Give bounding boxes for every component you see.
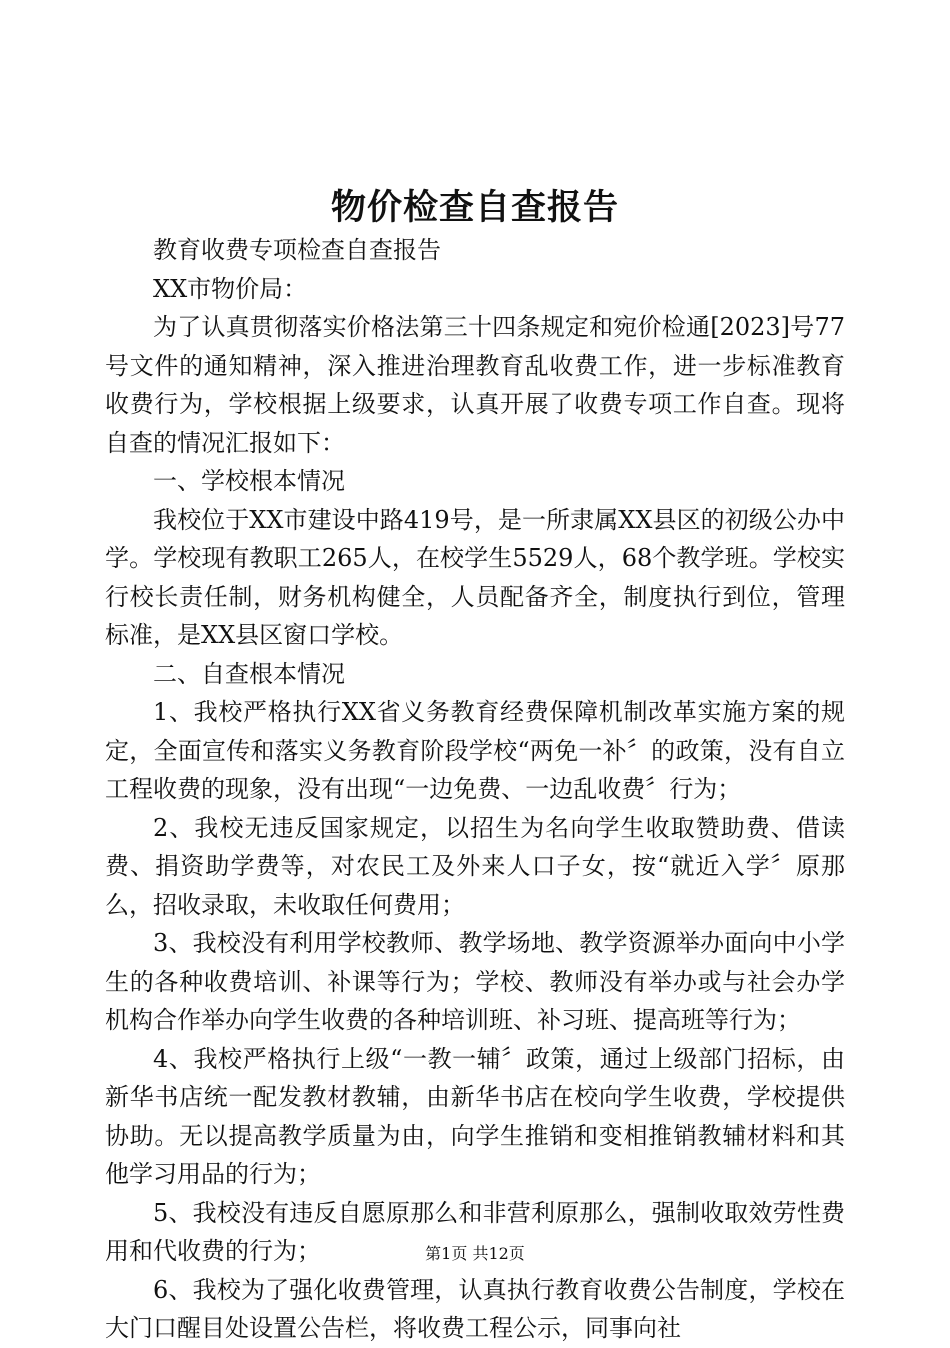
document-body: [105, 231, 845, 1348]
paragraph-item-3: 3、我校没有利用学校教师、教学场地、教学资源举办面向中小学生的各种收费培训、补课等行为；学校、教师没有举办或与社会办学机构合作举办向学生收费的各种培训班、补习班、提高班等行为；: [105, 929, 845, 1034]
paragraph-item-1: 1、我校严格执行XX省义务教育经费保障机制改革实施方案的规定，全面宣传和落实义务教育阶段学校“两免一补〞的政策，没有自立工程收费的现象，没有出现“一边免费、一边乱收费〞行为；: [105, 698, 845, 803]
paragraph-addressee: XX市物价局：: [153, 274, 308, 303]
section-heading-1: 一、学校根本情况: [153, 467, 345, 495]
page-footer: 第1页 共12页: [425, 1244, 525, 1263]
document-title: 物价检查自查报告: [330, 187, 619, 228]
paragraph-item-2: 2、我校无违反国家规定，以招生为名向学生收取赞助费、借读费、捐资助学费等，对农民工及外来人口子女，按“就近入学〞原那么，招收录取，未收取任何费用；: [105, 813, 845, 919]
paragraph-school-info: 我校位于XX市建设中路419号，是一所隶属XX县区的初级公办中学。学校现有教职工265人，在校学生5529人，68个教学班。学校实行校长责任制，财务机构健全，人员配备齐全，制度执行到位，管理标准，是XX县区窗口学校。: [105, 505, 845, 649]
paragraph-item-4: 4、我校严格执行上级“一教一辅〞政策，通过上级部门招标，由新华书店统一配发教材教辅，由新华书店在校向学生收费，学校提供协助。无以提高教学质量为由，向学生推销和变相推销教辅材料和其他学习用品的行为；: [105, 1044, 845, 1188]
paragraph-item-5: 5、我校没有违反自愿原那么和非营利原那么，强制收取效劳性费用和代收费的行为；: [105, 1198, 845, 1265]
paragraph-intro: 为了认真贯彻落实价格法第三十四条规定和宛价检通[2023]号77号文件的通知精神，深入推进治理教育乱收费工作，进一步标准教育收费行为，学校根据上级要求，认真开展了收费专项工作自查。现将自查的情况汇报如下：: [105, 313, 845, 457]
paragraph-subtitle: 教育收费专项检查自查报告: [153, 236, 441, 264]
paragraph-item-6: 6、我校为了强化收费管理，认真执行教育收费公告制度，学校在大门口醒目处设置公告栏，将收费工程公示，同事向社: [105, 1275, 845, 1342]
section-heading-2: 二、自查根本情况: [153, 659, 345, 688]
